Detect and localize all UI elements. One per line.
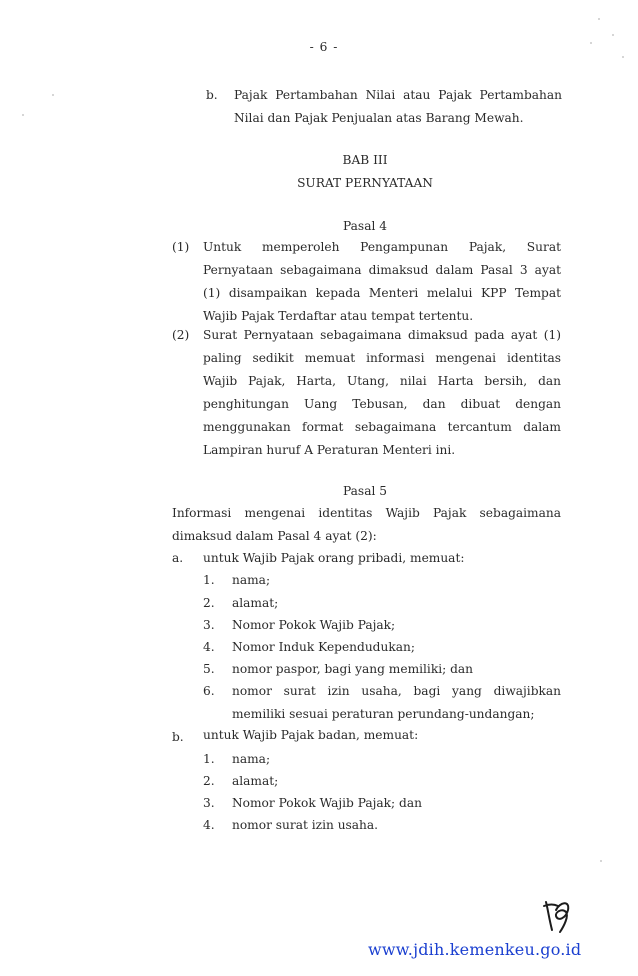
- list-item-number: 4.: [203, 818, 215, 832]
- scan-speck: [598, 18, 600, 20]
- paragraph-2-line: penghitungan Uang Tebusan, dan dibuat dengan: [203, 397, 561, 411]
- list-item: nomor surat izin usaha, bagi yang diwajibkan: [232, 684, 561, 698]
- scan-speck: [52, 94, 54, 96]
- group-a-marker: a.: [172, 551, 184, 565]
- list-item: nomor paspor, bagi yang memiliki; dan: [232, 662, 473, 676]
- list-item-number: 2.: [203, 774, 215, 788]
- paragraph-1-marker: (1): [172, 240, 190, 254]
- paragraph-2-line: Surat Pernyataan sebagaimana dimaksud pada ayat (1): [203, 328, 561, 342]
- list-item: Nomor Pokok Wajib Pajak;: [232, 618, 396, 632]
- paragraph-2-line: paling sedikit memuat informasi mengenai identitas: [203, 351, 561, 365]
- list-item-number: 1.: [203, 752, 215, 766]
- group-b-text: untuk Wajib Pajak badan, memuat:: [203, 728, 419, 742]
- footer-website-link[interactable]: www.jdih.kemenkeu.go.id: [368, 940, 582, 959]
- item-b-line-1: Pajak Pertambahan Nilai atau Pajak Pertambahan: [234, 88, 562, 102]
- list-item: alamat;: [232, 774, 279, 788]
- list-item-number: 3.: [203, 796, 215, 810]
- paragraph-1-line: Wajib Pajak Terdaftar atau tempat tertentu.: [203, 309, 474, 323]
- pasal-5-intro-line: dimaksud dalam Pasal 4 ayat (2):: [172, 529, 377, 543]
- pasal-5-intro-line: Informasi mengenai identitas Wajib Pajak sebagaimana: [172, 506, 561, 520]
- list-item-number: 5.: [203, 662, 215, 676]
- list-item: nama;: [232, 752, 271, 766]
- list-item-number: 3.: [203, 618, 215, 632]
- paragraph-1-line: (1) disampaikan kepada Menteri melalui KPP Tempat: [203, 286, 561, 300]
- pasal-4-heading: Pasal 4: [343, 219, 387, 233]
- paragraph-1-line: Untuk memperoleh Pengampunan Pajak, Surat: [203, 240, 561, 254]
- paragraph-2-line: Wajib Pajak, Harta, Utang, nilai Harta bersih, dan: [203, 374, 561, 388]
- list-item-number: 4.: [203, 640, 215, 654]
- group-a-text: untuk Wajib Pajak orang pribadi, memuat:: [203, 551, 465, 565]
- list-item: alamat;: [232, 596, 279, 610]
- paragraph-1-line: Pernyataan sebagaimana dimaksud dalam Pasal 3 ayat: [203, 263, 561, 277]
- list-item: memiliki sesuai peraturan perundang-undangan;: [232, 707, 535, 721]
- scan-speck: [590, 42, 592, 44]
- scan-speck: [600, 860, 602, 862]
- chapter-title: SURAT PERNYATAAN: [297, 176, 433, 190]
- list-item-number: 1.: [203, 573, 215, 587]
- list-item: Nomor Pokok Wajib Pajak; dan: [232, 796, 422, 810]
- list-item-number: 6.: [203, 684, 215, 698]
- item-b-marker: b.: [206, 88, 218, 102]
- item-b-line-2: Nilai dan Pajak Penjualan atas Barang Mewah.: [234, 111, 524, 125]
- scan-speck: [612, 34, 614, 36]
- paragraph-2-line: menggunakan format sebagaimana tercantum dalam: [203, 420, 561, 434]
- list-item: Nomor Induk Kependudukan;: [232, 640, 415, 654]
- list-item: nomor surat izin usaha.: [232, 818, 379, 832]
- paragraph-2-marker: (2): [172, 328, 190, 342]
- page-number: - 6 -: [309, 40, 339, 54]
- paragraph-2-line: Lampiran huruf A Peraturan Menteri ini.: [203, 443, 456, 457]
- scan-speck: [22, 114, 24, 116]
- list-item: nama;: [232, 573, 271, 587]
- chapter-number: BAB III: [342, 153, 388, 167]
- pasal-5-heading: Pasal 5: [343, 484, 387, 498]
- scan-speck: [622, 56, 624, 58]
- handwritten-initial-icon: [540, 896, 574, 936]
- group-b-marker: b.: [172, 730, 184, 744]
- list-item-number: 2.: [203, 596, 215, 610]
